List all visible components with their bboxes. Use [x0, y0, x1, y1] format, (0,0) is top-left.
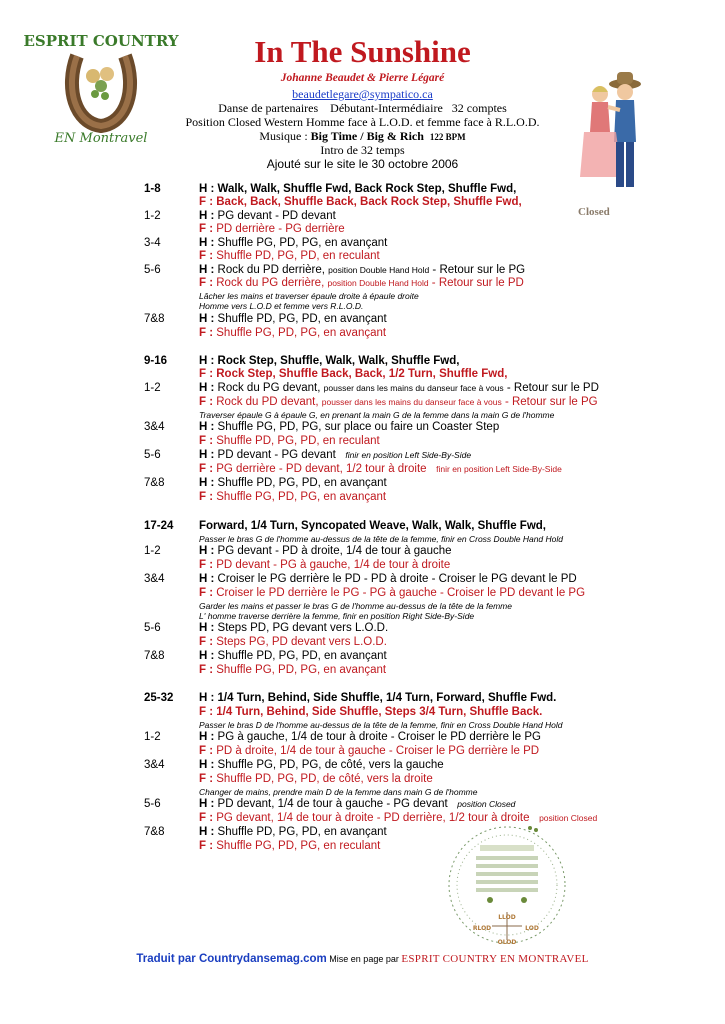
step-count: 5-6 — [144, 264, 161, 276]
starting-position-line: Position Closed Western Homme face à L.O.D. et femme face à R.L.O.D. — [185, 115, 540, 129]
woman-step: Rock du PD devant, — [216, 396, 322, 408]
position-note: finir en position Left Side-By-Side — [436, 464, 562, 474]
position-note: pousser dans les mains du danseur face à vous — [323, 383, 504, 393]
section-note: Passer le bras D de l'homme au-dessus de la tête de la femme, finir en Cross Double Hand Hold — [199, 720, 563, 730]
step-count: 1-2 — [144, 545, 161, 557]
man-label: H : — [199, 210, 218, 222]
step-note: Homme vers L.O.D et femme vers R.L.O.D. — [199, 301, 364, 311]
man-step-end: - Retour sur le PD — [503, 382, 599, 394]
man-label: H : — [199, 237, 218, 249]
man-step: Shuffle PG, PD, PG, de côté, vers la gauche — [217, 759, 444, 771]
woman-step: PD à droite, 1/4 de tour à gauche - Croiser le PG derrière le PD — [216, 745, 540, 757]
woman-label: F : — [199, 559, 217, 571]
step-note: Garder les mains et passer le bras G de l'homme au-dessus de la tête de la femme — [199, 601, 512, 611]
man-step: Shuffle PD, PG, PD, en avançant — [217, 650, 387, 662]
man-step: Rock du PG devant, — [217, 382, 324, 394]
woman-label: F : — [199, 491, 217, 503]
step-count: 3&4 — [144, 573, 165, 585]
step-count: 1-2 — [144, 382, 161, 394]
man-label: H : — [199, 573, 218, 585]
man-label: H : — [199, 313, 218, 325]
dance-title: In The Sunshine — [254, 34, 471, 69]
authors: Johanne Beaudet & Pierre Légaré — [280, 72, 445, 84]
woman-label: F : — [199, 636, 217, 648]
step-count: 1-2 — [144, 731, 161, 743]
woman-label: F : — [199, 773, 217, 785]
step-count: 3&4 — [144, 759, 165, 771]
man-step: PG devant - PD à droite, 1/4 de tour à gauche — [217, 545, 452, 557]
position-note: position Double Hand Hold — [328, 265, 430, 275]
woman-label: F : — [199, 664, 217, 676]
dancing-couple-illustration — [570, 62, 660, 202]
woman-label: F : — [199, 327, 217, 339]
woman-step-end: - Retour sur le PD — [428, 277, 524, 289]
woman-label: F : — [199, 463, 217, 475]
woman-step: Shuffle PG, PD, PG, en reculant — [216, 840, 381, 852]
man-label: H : — [199, 264, 218, 276]
man-step: PD devant - PG devant — [217, 449, 336, 461]
step-count: 5-6 — [144, 622, 161, 634]
step-count: 1-2 — [144, 210, 161, 222]
man-step: Croiser le PG derrière le PD - PD à droite - Croiser le PG devant le PD — [217, 573, 577, 585]
woman-step: PG devant, 1/4 de tour à droite - PD derrière, 1/2 tour à droite — [216, 812, 530, 824]
man-step: PG à gauche, 1/4 de tour à droite - Croiser le PD derrière le PG — [217, 731, 541, 743]
man-label: H : — [199, 622, 218, 634]
step-count: 7&8 — [144, 826, 165, 838]
woman-label: F : — [199, 745, 217, 757]
man-label: H : — [199, 759, 218, 771]
section-woman-summary: F : 1/4 Turn, Behind, Side Shuffle, Steps 3/4 Turn, Shuffle Back. — [199, 706, 543, 718]
section-man-summary: H : 1/4 Turn, Behind, Side Shuffle, 1/4 Turn, Forward, Shuffle Fwd. — [199, 692, 557, 704]
man-label: H : — [199, 421, 218, 433]
position-note: finir en position Left Side-By-Side — [345, 450, 472, 460]
woman-step: Rock du PG derrière, — [216, 277, 328, 289]
man-label: H : — [199, 731, 218, 743]
man-step: Shuffle PG, PD, PG, en avançant — [217, 237, 388, 249]
section-woman-summary: F : Rock Step, Shuffle Back, Back, 1/2 Turn, Shuffle Fwd, — [199, 368, 508, 380]
dial-lod-label: LLOD — [498, 914, 516, 921]
step-count: 3-4 — [144, 237, 161, 249]
man-step: Steps PD, PG devant vers L.O.D. — [217, 622, 389, 634]
woman-label: F : — [199, 435, 217, 447]
step-count: 7&8 — [144, 650, 165, 662]
woman-step: Shuffle PG, PD, PG, en avançant — [216, 664, 387, 676]
logo-top-text: ESPRIT COUNTRY — [23, 32, 179, 50]
section-count: 1-8 — [144, 183, 161, 195]
woman-step: Shuffle PD, PG, PD, de côté, vers la droite — [216, 773, 433, 785]
dial-lod2-label: LOD — [525, 925, 539, 932]
woman-label: F : — [199, 250, 217, 262]
step-note: Lâcher les mains et traverser épaule droite à épaule droite — [199, 291, 419, 301]
bpm: 122 BPM — [429, 132, 466, 142]
section-woman-summary: F : Back, Back, Shuffle Back, Back Rock Step, Shuffle Fwd, — [199, 196, 522, 208]
dance-level-line: Danse de partenaires Débutant-Intermédiaire 32 comptes — [218, 101, 507, 115]
woman-label: F : — [199, 812, 217, 824]
woman-step: PD devant - PG à gauche, 1/4 de tour à droite — [216, 559, 451, 571]
woman-label: F : — [199, 840, 217, 852]
man-step: Shuffle PG, PD, PG, sur place ou faire un Coaster Step — [217, 421, 500, 433]
step-note: L' homme traverse derrière la femme, finir en position Right Side-By-Side — [199, 611, 475, 621]
step-count: 5-6 — [144, 798, 161, 810]
position-note: position Closed — [457, 799, 516, 809]
music-prefix: Musique : — [259, 129, 311, 143]
logo-bottom-text: EN Montravel — [54, 131, 148, 146]
man-step: PG devant - PD devant — [217, 210, 336, 222]
step-count: 7&8 — [144, 313, 165, 325]
woman-label: F : — [199, 396, 217, 408]
man-step: Rock du PD derrière, — [217, 264, 329, 276]
section-summary: Forward, 1/4 Turn, Syncopated Weave, Walk, Walk, Shuffle Fwd, — [199, 520, 546, 532]
section-note: Passer le bras G de l'homme au-dessus de la tête de la femme, finir en Cross Double Hand Hold — [199, 534, 563, 544]
woman-step: Shuffle PD, PG, PD, en reculant — [216, 435, 380, 447]
woman-step: Shuffle PD, PG, PD, en reculant — [216, 250, 380, 262]
section-count: 9-16 — [144, 355, 168, 367]
dial-olod-label: OLOD — [497, 939, 517, 946]
woman-step: Croiser le PD derrière le PG - PG à gauche - Croiser le PD devant le PG — [216, 587, 586, 599]
club-name: ESPRIT COUNTRY EN MONTRAVEL — [401, 953, 589, 965]
woman-step: PG derrière - PD devant, 1/2 tour à droite — [216, 463, 427, 475]
man-step: Shuffle PD, PG, PD, en avançant — [217, 477, 387, 489]
step-count: 7&8 — [144, 477, 165, 489]
man-label: H : — [199, 477, 218, 489]
section-count: 17-24 — [144, 520, 174, 532]
woman-step: PD derrière - PG derrière — [216, 223, 345, 235]
position-note: position Closed — [539, 813, 598, 823]
step-count: 5-6 — [144, 449, 161, 461]
woman-step: Steps PG, PD devant vers L.O.D. — [216, 636, 387, 648]
woman-step: Shuffle PG, PD, PG, en avançant — [216, 491, 387, 503]
man-step-end: - Retour sur le PG — [429, 264, 526, 276]
step-note: Changer de mains, prendre main D de la femme dans main G de l'homme — [199, 787, 478, 797]
section-man-summary: H : Walk, Walk, Shuffle Fwd, Back Rock Step, Shuffle Fwd, — [199, 183, 517, 195]
man-step: Shuffle PD, PG, PD, en avançant — [217, 313, 387, 325]
woman-step-end: - Retour sur le PG — [501, 396, 598, 408]
man-label: H : — [199, 449, 218, 461]
man-step: PD devant, 1/4 de tour à gauche - PG devant — [217, 798, 448, 810]
position-caption: Closed — [578, 206, 610, 218]
man-label: H : — [199, 826, 218, 838]
section-man-summary: H : Rock Step, Shuffle, Walk, Walk, Shuffle Fwd, — [199, 355, 460, 367]
woman-label: F : — [199, 587, 217, 599]
music-title: Big Time / Big & Rich — [310, 129, 424, 143]
dial-rlod-label: RLOD — [472, 925, 492, 932]
position-note: position Double Hand Hold — [327, 278, 429, 288]
added-date: Ajouté sur le site le 30 octobre 2006 — [266, 157, 459, 171]
step-count: 3&4 — [144, 421, 165, 433]
man-label: H : — [199, 650, 218, 662]
woman-step: Shuffle PG, PD, PG, en avançant — [216, 327, 387, 339]
intro-line: Intro de 32 temps — [320, 143, 405, 157]
man-label: H : — [199, 545, 218, 557]
woman-label: F : — [199, 277, 217, 289]
footer — [0, 953, 725, 965]
man-label: H : — [199, 798, 218, 810]
dance-floor-diagram — [442, 820, 572, 950]
section-count: 25-32 — [144, 692, 174, 704]
position-note: pousser dans les mains du danseur face à vous — [321, 397, 502, 407]
woman-label: F : — [199, 223, 217, 235]
man-label: H : — [199, 382, 218, 394]
step-note: Traverser épaule G à épaule G, en prenant la main G de la femme dans la main G de l'homme — [199, 410, 555, 420]
translated-by[interactable]: Traduit par Countrydansemag.com — [136, 953, 327, 965]
layout-by-label: Mise en page par — [326, 954, 402, 964]
author-email-link[interactable]: beaudetlegare@sympatico.ca — [292, 87, 433, 101]
man-step: Shuffle PD, PG, PD, en avançant — [217, 826, 387, 838]
